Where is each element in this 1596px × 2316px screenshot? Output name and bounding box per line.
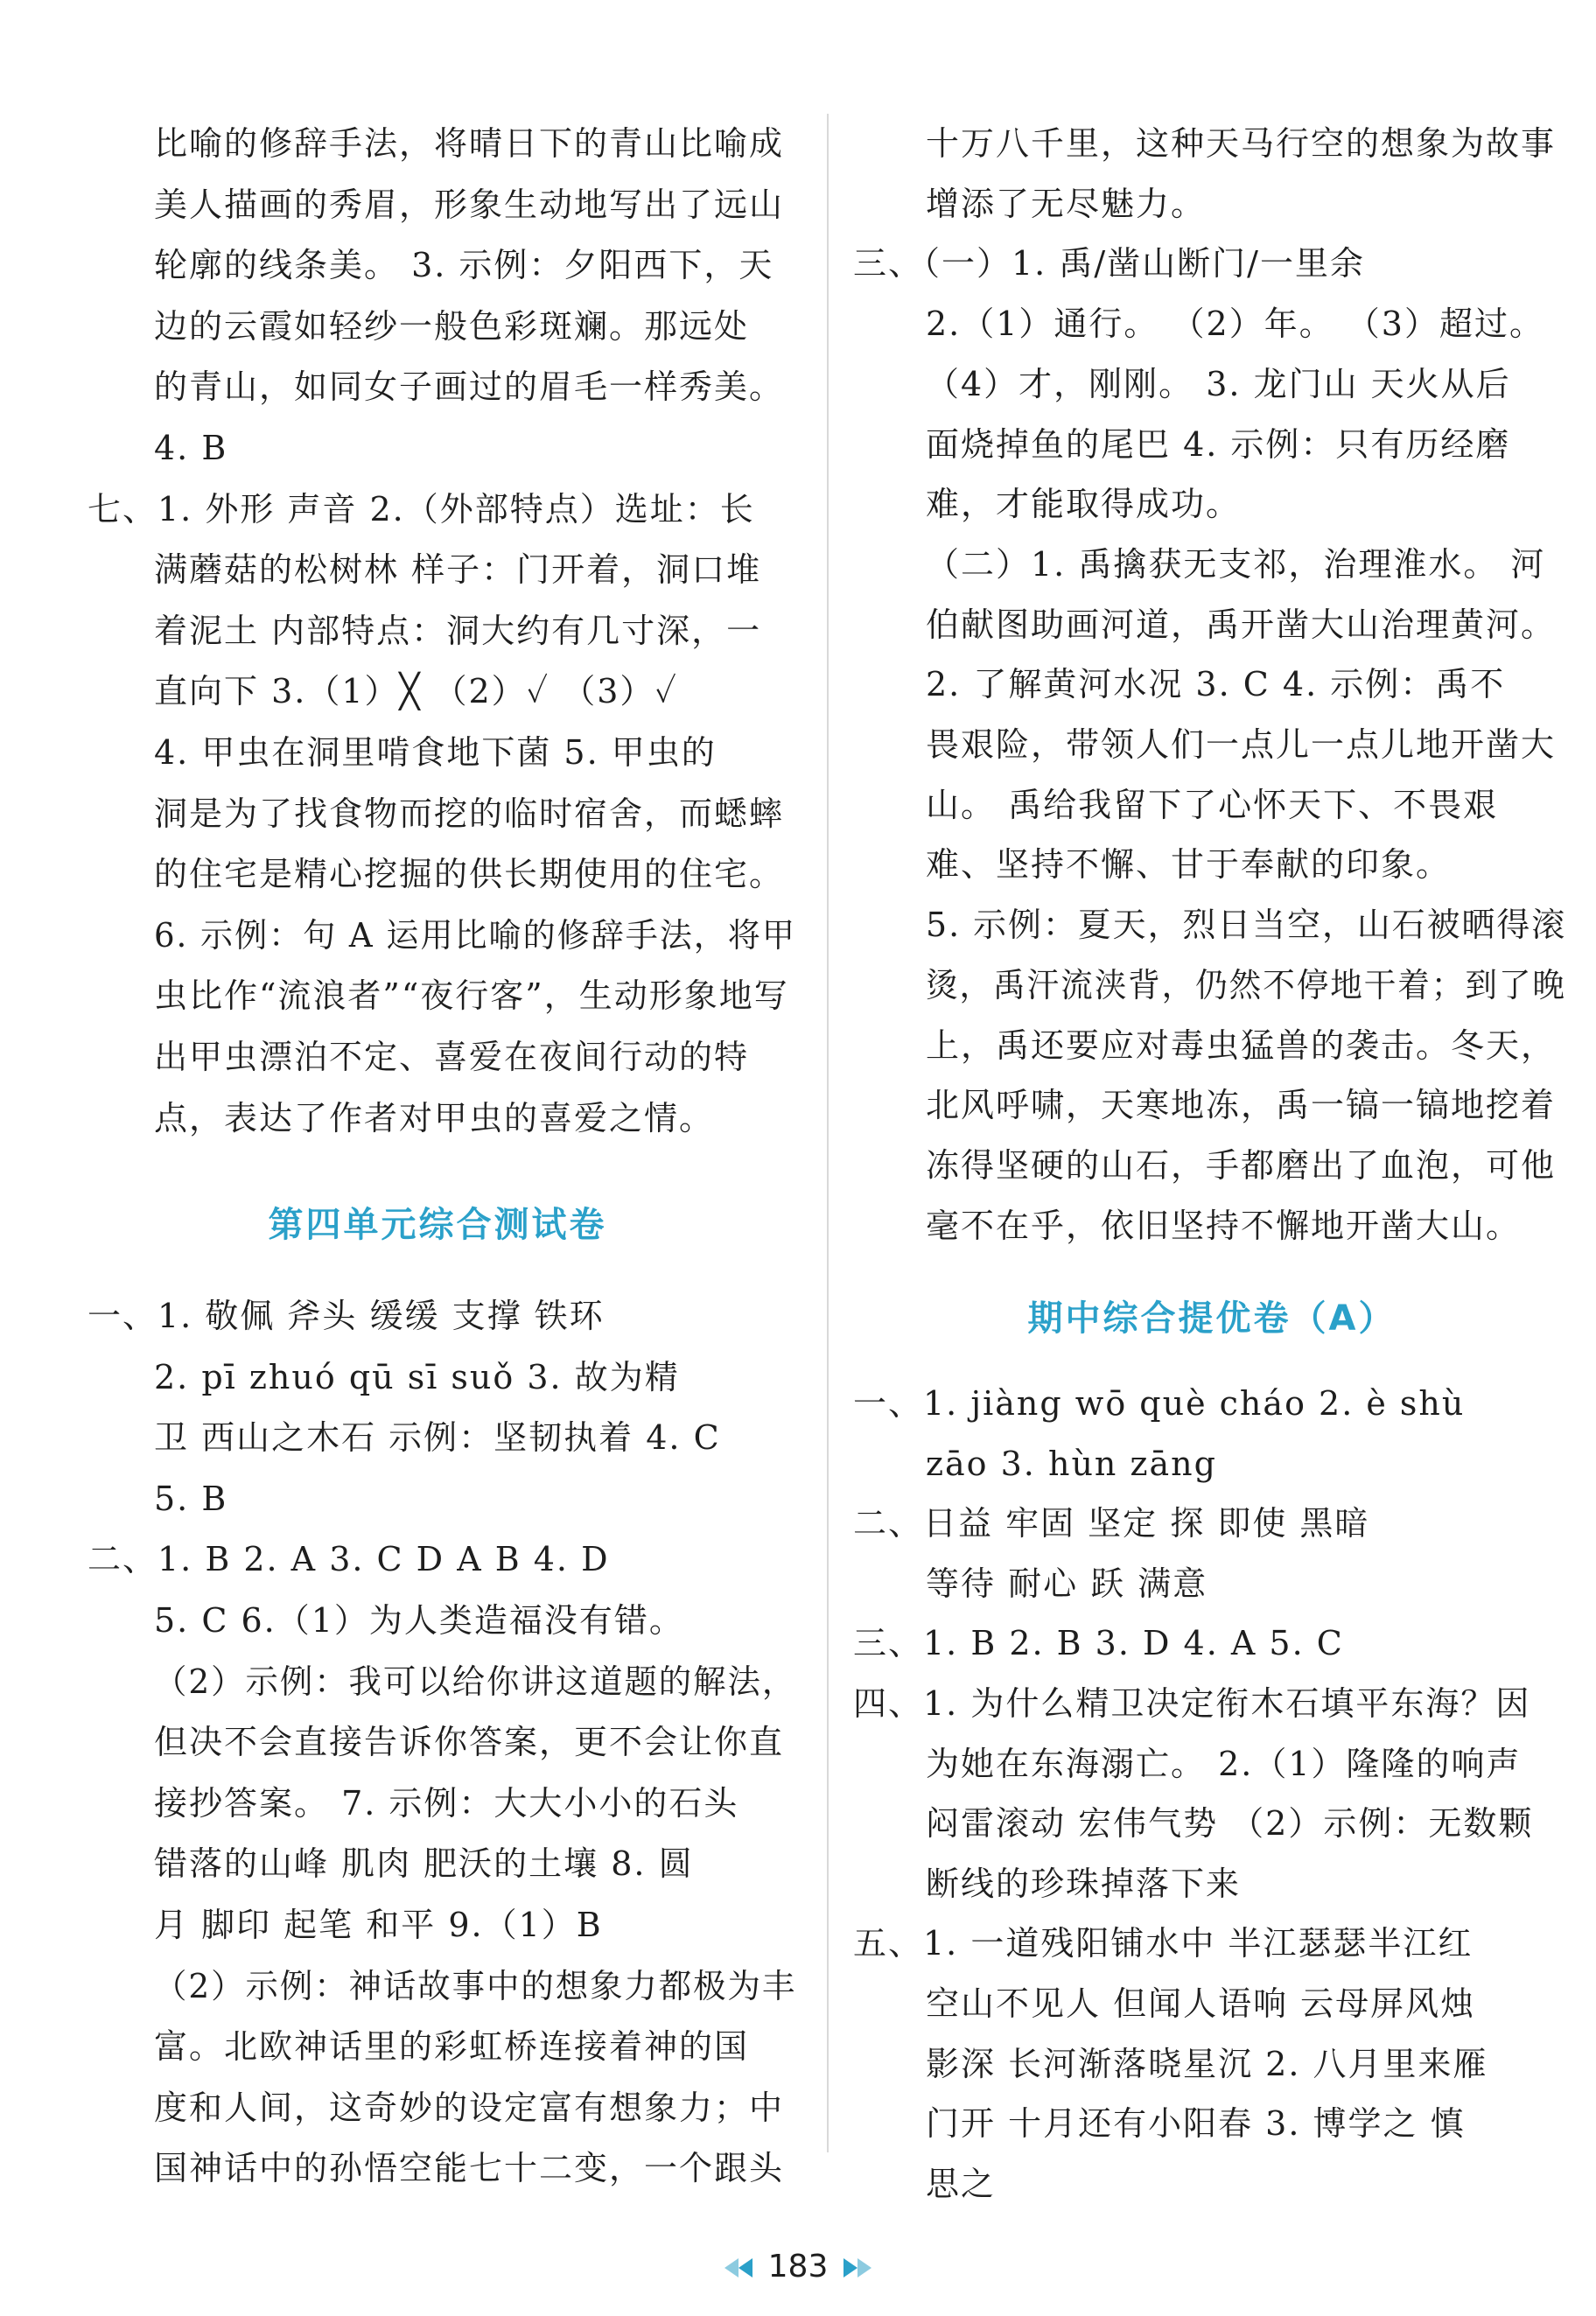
answer-line: 出甲虫漂泊不定、喜爱在夜间行动的特 bbox=[154, 1038, 750, 1076]
answer-line: 难，才能取得成功。 bbox=[926, 485, 1242, 524]
answer-line: 闷雷滚动 宏伟气势 （2）示例：无数颗 bbox=[926, 1804, 1534, 1844]
answer-line: （4）才，刚刚。 3. 龙门山 天火从后 bbox=[926, 364, 1511, 403]
answer-line: 错落的山峰 肌肉 肥沃的土壤 8. 圆 bbox=[154, 1844, 694, 1884]
answer-line: 富。北欧神话里的彩虹桥连接着神的国 bbox=[154, 2027, 750, 2067]
answer-line: 卫 西山之木石 示例：坚韧执着 4. C bbox=[154, 1418, 721, 1458]
answer-line: 二、日益 牢固 坚定 探 即使 黑暗 bbox=[853, 1504, 1370, 1543]
prev-arrow-icon bbox=[738, 2258, 752, 2278]
page-number: 183 bbox=[767, 2249, 829, 2285]
answer-line: 着泥土 内部特点：洞大约有几寸深，一 bbox=[154, 611, 762, 650]
answer-line: 的住宅是精心挖掘的供长期使用的住宅。 bbox=[154, 855, 785, 894]
answer-line: 洞是为了找食物而挖的临时宿舍，而蟋蟀 bbox=[154, 794, 785, 833]
answer-line: 5. B bbox=[154, 1479, 228, 1518]
answer-line: （二）1. 禹擒获无支祁，治理淮水。 河 bbox=[926, 544, 1546, 584]
answer-line: 难、坚持不懈、甘于奉献的印象。 bbox=[926, 845, 1452, 885]
column-divider bbox=[827, 114, 829, 2152]
answer-line: 畏艰险，带领人们一点儿一点儿地开凿大 bbox=[926, 725, 1557, 764]
answer-line: 十万八千里，这种天马行空的想象为故事 bbox=[926, 124, 1557, 163]
answer-line: 比喻的修辞手法，将晴日下的青山比喻成 bbox=[154, 124, 785, 163]
answer-line: 满蘑菇的松树林 样子：门开着，洞口堆 bbox=[154, 550, 762, 590]
answer-line: 思之 bbox=[926, 2164, 997, 2203]
answer-line: 增添了无尽魅力。 bbox=[926, 184, 1207, 223]
next-arrow-icon bbox=[844, 2258, 858, 2278]
answer-line: 4. 甲虫在洞里啃食地下菌 5. 甲虫的 bbox=[154, 733, 717, 772]
answer-line: 冻得坚硬的山石，手都磨出了血泡，可他 bbox=[926, 1145, 1557, 1185]
answer-line: 等待 耐心 跃 满意 bbox=[926, 1564, 1208, 1603]
answer-line: 虫比作“流浪者”“夜行客”，生动形象地写 bbox=[154, 976, 789, 1016]
next-arrow-icon bbox=[858, 2258, 872, 2278]
answer-line: 直向下 3.（1）╳ （2）✓ （3）✓ bbox=[154, 672, 678, 711]
answer-line: 一、1. jiàng wō què cháo 2. è shù bbox=[853, 1384, 1466, 1423]
answer-line: 空山不见人 但闻人语响 云母屏风烛 bbox=[926, 1984, 1476, 2023]
answer-line: 5. 示例：夏天，烈日当空，山石被晒得滚 bbox=[926, 906, 1567, 945]
answer-line: 为她在东海溺亡。 2.（1）隆隆的响声 bbox=[926, 1744, 1522, 1783]
answer-line: （2）示例：我可以给你讲这道题的解法， bbox=[154, 1662, 797, 1701]
section-heading: 期中综合提优卷（A） bbox=[1027, 1298, 1396, 1339]
answer-line: 2. pī zhuó qū sī suǒ 3. 故为精 bbox=[154, 1357, 680, 1396]
answer-line: 美人描画的秀眉，形象生动地写出了远山 bbox=[154, 185, 785, 224]
answer-line: 接抄答案。 7. 示例：大大小小的石头 bbox=[154, 1783, 739, 1823]
answer-line: 伯献图助画河道，禹开凿大山治理黄河。 bbox=[926, 605, 1557, 644]
answer-line: 国神话中的孙悟空能七十二变，一个跟头 bbox=[154, 2149, 785, 2188]
section-heading: 第四单元综合测试卷 bbox=[268, 1205, 607, 1245]
prev-arrow-icon bbox=[724, 2258, 738, 2278]
answer-line: 2. 了解黄河水况 3. C 4. 示例：禹不 bbox=[926, 665, 1506, 704]
answer-line: 2.（1）通行。 （2）年。 （3）超过。 bbox=[926, 304, 1544, 344]
answer-line: 毫不在乎，依旧坚持不懈地开凿大山。 bbox=[926, 1206, 1522, 1245]
answer-line: 5. C 6.（1）为人类造福没有错。 bbox=[154, 1601, 684, 1640]
answer-line: （2）示例：神话故事中的想象力都极为丰 bbox=[154, 1966, 797, 2005]
answer-line: 轮廓的线条美。 3. 示例：夕阳西下，天 bbox=[154, 246, 774, 285]
answer-line: 的青山，如同女子画过的眉毛一样秀美。 bbox=[154, 367, 785, 407]
answer-line: 影深 长河渐落晓星沉 2. 八月里来雁 bbox=[926, 2044, 1488, 2083]
answer-line: 4. B bbox=[154, 429, 228, 467]
answer-line: 北风呼啸，天寒地冻，禹一镐一镐地挖着 bbox=[926, 1086, 1557, 1125]
answer-line: zāo 3. hùn zāng bbox=[926, 1444, 1217, 1483]
answer-line: 但决不会直接告诉你答案，更不会让你直 bbox=[154, 1723, 785, 1762]
answer-line: 五、1. 一道残阳铺水中 半江瑟瑟半江红 bbox=[853, 1924, 1474, 1963]
answer-line: 门开 十月还有小阳春 3. 博学之 慎 bbox=[926, 2104, 1466, 2144]
answer-line: 边的云霞如轻纱一般色彩斑斓。那远处 bbox=[154, 306, 750, 346]
answer-line: 上，禹还要应对毒虫猛兽的袭击。冬天， bbox=[926, 1025, 1557, 1065]
answer-line: 山。 禹给我留下了心怀天下、不畏艰 bbox=[926, 785, 1499, 824]
answer-line: 三、1. B 2. B 3. D 4. A 5. C bbox=[853, 1624, 1344, 1663]
answer-line: 七、1. 外形 声音 2.（外部特点）选址：长 bbox=[88, 489, 755, 528]
answer-line: 月 脚印 起笔 和平 9.（1）B bbox=[154, 1906, 603, 1944]
answer-line: 一、1. 敬佩 斧头 缓缓 支撑 铁环 bbox=[88, 1297, 605, 1335]
page-footer bbox=[0, 2249, 1596, 2285]
answer-line: 点，表达了作者对甲虫的喜爱之情。 bbox=[154, 1098, 715, 1137]
answer-line: 烫，禹汗流浃背，仍然不停地干着；到了晚 bbox=[926, 965, 1566, 1004]
answer-line: 断线的珍珠掉落下来 bbox=[926, 1864, 1242, 1903]
answer-line: 四、1. 为什么精卫决定衔木石填平东海？因 bbox=[853, 1684, 1531, 1723]
answer-line: 6. 示例：句 A 运用比喻的修辞手法，将甲 bbox=[154, 915, 796, 955]
answer-line: 三、（一）1. 禹/凿山断门/一里余 bbox=[853, 244, 1365, 283]
answer-line: 二、1. B 2. A 3. C D A B 4. D bbox=[88, 1540, 610, 1579]
answer-line: 面烧掉鱼的尾巴 4. 示例：只有历经磨 bbox=[926, 424, 1511, 464]
answer-line: 度和人间，这奇妙的设定富有想象力；中 bbox=[154, 2088, 785, 2127]
